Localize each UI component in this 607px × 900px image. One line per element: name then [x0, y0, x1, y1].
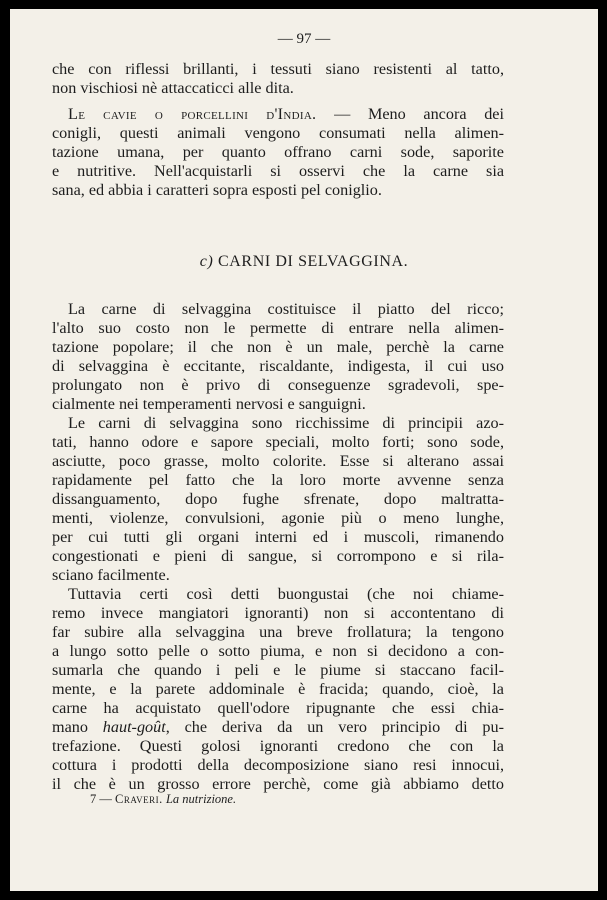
text-line: il che è un grosso errore perchè, come già abbiamo detto — [52, 775, 504, 793]
text-run: mano — [52, 718, 88, 736]
text-line: far subire alla selvaggina una breve frollatura; la tengono — [52, 623, 504, 641]
text-line: Tuttavia certi così detti buongustai (che noi chiame- — [68, 585, 504, 603]
text-line: tazione popolare; il che non è un male, perchè la carne — [52, 338, 504, 356]
text-line: rapidamente pel fatto che la loro morte avvenne senza — [52, 471, 504, 489]
text-line: sumarla che quando i peli e le piume si staccano facil- — [52, 661, 504, 679]
text-line: asciutte, poco grasse, molto colorite. Esse si alterano assai — [52, 452, 504, 470]
book-title: La nutrizione. — [165, 792, 237, 806]
text-line: sciano facilmente. — [52, 566, 170, 584]
text-line: e nutritive. Nell'acquistarli si osservi che la carne sia — [52, 162, 504, 180]
text-line: non vischiosi nè attaccaticci alle dita. — [52, 79, 294, 97]
italic-term: haut-goût — [102, 718, 166, 736]
signature-mark: 7 — — [90, 792, 112, 806]
text-line: La carne di selvaggina costituisce il piatto del ricco; — [68, 300, 504, 318]
author-name: Craveri. — [115, 792, 163, 806]
text-line — [52, 105, 504, 124]
text-line: carne ha acquistato quell'odore ripugnante che essi chia- — [52, 699, 504, 717]
paragraph-cavie — [52, 105, 504, 200]
text-line — [52, 718, 504, 737]
book-page — [10, 9, 598, 891]
text-line: tazione umana, per quanto offrano carni sode, saporite — [52, 143, 504, 161]
paragraph-4 — [52, 414, 504, 585]
text-line: congestionati e pieni di sangue, si corrompono e si rila- — [52, 547, 504, 565]
text-line: menti, violenze, convulsioni, agonie più o meno lunghe, — [52, 509, 504, 527]
text-line: dissanguamento, dopo fughe sfrenate, dopo maltratta- — [52, 490, 504, 508]
text-line: che con riflessi brillanti, i tessuti siano resistenti al tatto, — [52, 60, 504, 78]
text-line: Le carni di selvaggina sono ricchissime di principii azo- — [68, 414, 504, 432]
text-line: sana, ed abbia i caratteri sopra esposti pel coniglio. — [52, 181, 382, 199]
text-line: di selvaggina è eccitante, riscaldante, indigesta, il cui uso — [52, 357, 504, 375]
section-letter: c) — [199, 253, 214, 270]
paragraph-3 — [52, 300, 504, 414]
text-line: cottura i prodotti della decomposizione siano resi innocui, — [52, 756, 504, 774]
text-line: trefazione. Questi golosi ignoranti credono che con la — [52, 737, 504, 755]
signature-footer — [90, 792, 236, 807]
text-line: tati, hanno odore e sapore speciali, molto forti; sono sode, — [52, 433, 504, 451]
page-number: — 97 — — [277, 31, 331, 47]
paragraph-1 — [52, 60, 504, 98]
run-in-heading: Le cavie o porcellini d'India. — [68, 105, 317, 123]
section-heading — [10, 253, 598, 271]
text-line: prolungato non è privo di conseguenze sgradevoli, spe- — [52, 376, 504, 394]
text-line: per cui tutti gli organi interni ed i muscoli, rimanendo — [52, 528, 504, 546]
text-line: a lungo sotto pelle o sotto piuma, e non si decidono a con- — [52, 642, 504, 660]
paragraph-5 — [52, 585, 504, 794]
text-line: remo invece mangiatori ignoranti) non si accontentano di — [52, 604, 504, 622]
text-line: cialmente nei temperamenti nervosi e sanguigni. — [52, 395, 366, 413]
text-run: , che deriva da un vero principio di pu- — [165, 718, 505, 736]
text-line: mente, e la parete addominale è fracida; quando, cioè, la — [52, 680, 504, 698]
text-line: conigli, questi animali vengono consumati nella alimen- — [52, 124, 504, 142]
section-title: CARNI DI SELVAGGINA. — [218, 253, 409, 270]
text-run: — Meno ancora dei — [334, 105, 504, 123]
text-line: l'alto suo costo non le permette di entrare nella alimen- — [52, 319, 504, 337]
